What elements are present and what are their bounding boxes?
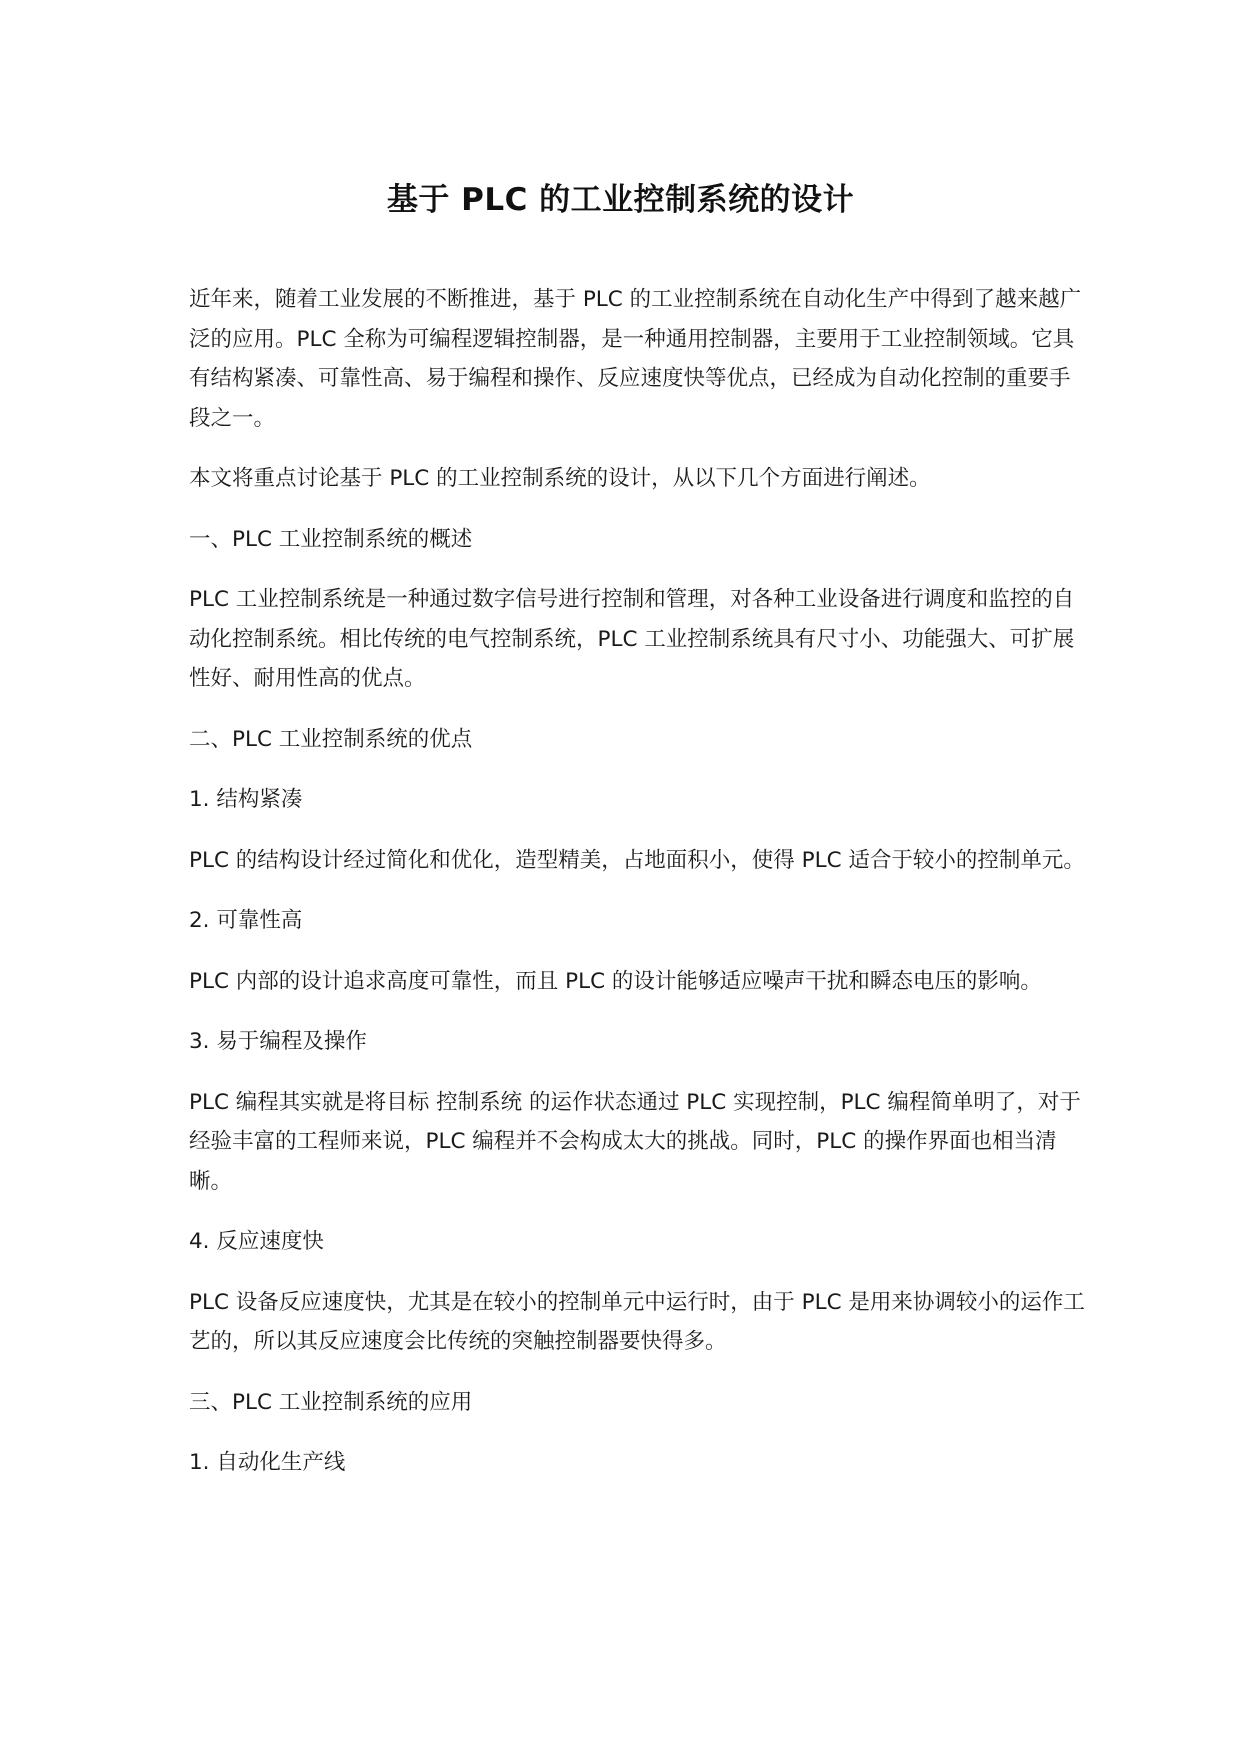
- intro-paragraph: 近年来，随着工业发展的不断推进，基于 PLC 的工业控制系统在自动化生产中得到了越来越广泛的应用。PLC 全称为可编程逻辑控制器，是一种通用控制器，主要用于工业控制领域。它具有结构紧凑、可靠性高、易于编程和操作、反应速度快等优点，已经成为自动化控制的重要手段之一。: [189, 287, 1082, 431]
- advantage-2-body: PLC 内部的设计追求高度可靠性，而且 PLC 的设计能够适应噪声干扰和瞬态电压的影响。: [189, 968, 1042, 994]
- advantage-3-title: 3. 易于编程及操作: [189, 1029, 367, 1054]
- advantage-4-title: 4. 反应速度快: [189, 1229, 324, 1254]
- advantage-1-body: PLC 的结构设计经过简化和优化，造型精美，占地面积小，使得 PLC 适合于较小的控制单元。: [189, 847, 1085, 873]
- advantage-3-body: PLC 编程其实就是将目标 控制系统 的运作状态通过 PLC 实现控制，PLC 编程简单明了，对于经验丰富的工程师来说，PLC 编程并不会构成太大的挑战。同时，PLC 的操作界面也相当清晰。: [189, 1089, 1081, 1194]
- section-1-heading: 一、PLC 工业控制系统的概述: [189, 526, 473, 552]
- advantage-4-body: PLC 设备反应速度快，尤其是在较小的控制单元中运行时，由于 PLC 是用来协调较小的运作工艺的，所以其反应速度会比传统的突触控制器要快得多。: [189, 1289, 1085, 1354]
- section-3-heading: 三、PLC 工业控制系统的应用: [189, 1389, 473, 1415]
- overview-paragraph: 本文将重点讨论基于 PLC 的工业控制系统的设计，从以下几个方面进行阐述。: [189, 466, 931, 491]
- section-1-body: PLC 工业控制系统是一种通过数字信号进行控制和管理，对各种工业设备进行调度和监控的自动化控制系统。相比传统的电气控制系统，PLC 工业控制系统具有尺寸小、功能强大、可扩展性好、耐用性高的优点。: [189, 587, 1075, 691]
- advantage-2-title: 2. 可靠性高: [189, 908, 303, 933]
- document-body: [189, 280, 1089, 1483]
- document-title: 基于 PLC 的工业控制系统的设计: [386, 182, 855, 218]
- application-1-title: 1. 自动化生产线: [189, 1450, 346, 1475]
- section-2-heading: 二、PLC 工业控制系统的优点: [189, 726, 473, 752]
- advantage-1-title: 1. 结构紧凑: [189, 787, 303, 812]
